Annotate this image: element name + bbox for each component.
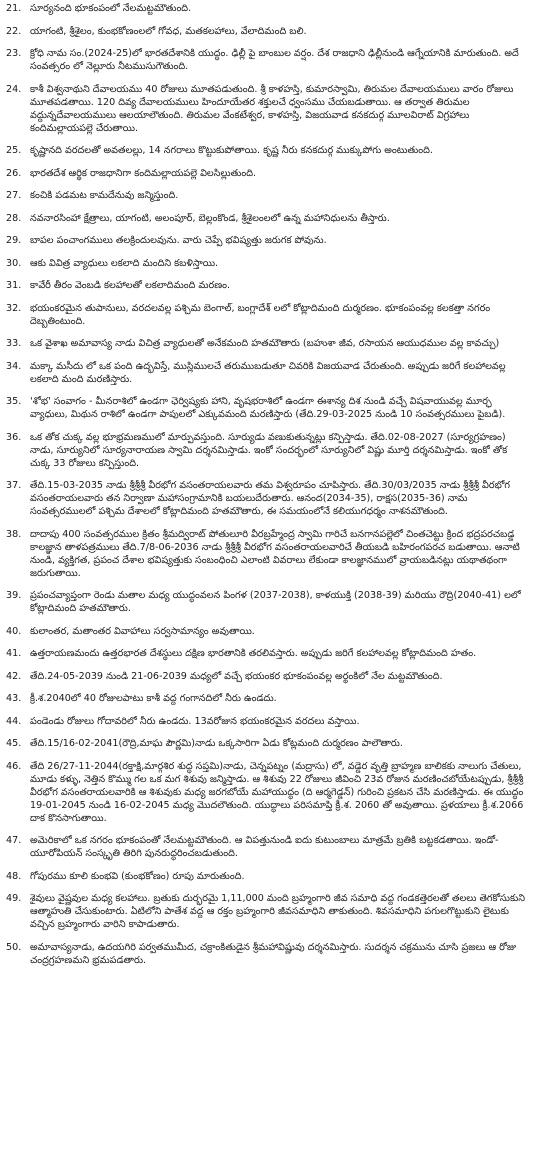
item-text: తేది.15-03-2035 నాడు శ్రీశ్రీశ్రీ వీరభోగ వసంతరాయలవారు తమ విశ్వరూపం చూపిస్తారు. తేది.30/03/2035 నాడు శ్రీశ్రీశ్రీ వీరభోగ వసంతరాయలవారు తన నిర్వాణా మహాసంగ్రామానికి బయలుదేరుతారు. ఆనంద(2034-35), రాక్షస(2035-36) నామ సంవత్సరములలో పశ్చిమ దేశాలలో కోట్లాదిమంది హతమౌతారు, ఈ సమయంలోనే కలియుగధర్మం నాశనమౌతుంది. <box>30 480 510 517</box>
list-item <box>6 692 527 705</box>
list-item <box>6 234 527 247</box>
item-text: కృష్ణానది వరదలతో అవతలల్లు, 14 నగరాలు కొట్టుకుపోతాయి. కృష్ణ నీరు కనకదుర్గ ముక్కుపోగు అంటుతుంది. <box>30 145 433 156</box>
list-item <box>6 647 527 660</box>
item-number: 47. <box>6 835 22 846</box>
list-item <box>6 479 527 518</box>
item-text: అమావాస్యనాడు, ఉదయగిరి పర్వతముమీద, చక్రాంకితుడైన శ్రీమహావిష్ణువు దర్శనమిస్తారు. సుదర్శన చక్రమును చూసి ప్రజలు ఆ రోజు చంద్రగ్రహణమని భ్రమపడతారు. <box>30 941 517 966</box>
item-text: దాదాపు 400 సంవత్సరముల క్రితం శ్రీమద్విరాట్ పోతులూరి వీరబ్రహ్మేంద్ర స్వామి గారిచే బనగానపల్లెలో చింతచెట్టు క్రింద భద్రపరచబడ్డ కాలజ్ఞాన తాళపత్రములు తేది.7/8-06-2036 నాడు శ్రీశ్రీశ్రీ వీరభోగ వసంతరాయలవారిచే తీయబడి బహిరంగపరచ బడుతాయి. ఆనాటి నుండి, వ్యక్తిగత, ప్రపంచ దేశాల భవిష్యత్తుకు సంబంధించి ఎలాంటి వివరాలు లేకుండా కాలజ్ఞానములో వ్రాయబడినట్లు యథాతథంగా జరుగుతాయి. <box>30 528 520 579</box>
list-item <box>6 279 527 292</box>
item-number: 45. <box>6 738 22 749</box>
item-number: 39. <box>6 590 22 601</box>
item-number: 40. <box>6 625 22 637</box>
item-text: కాశీ విశ్వనాథుని దేవాలయము 40 రోజులు మూతపడుతుంది. శ్రీ కాళహస్తి, కుమారస్వామి, తిరుమల దేవాలయములు వారం రోజులు మూతపడతాయి. 120 దివ్య దేవాలయములు హిందూయేతర శక్తులచే ధ్వంసము చేయబడుతాయి. ఆ తర్వాత తిరుమల వద్దున్నదేవాలయములు ఆలయాలౌతుంది. తిరుమల వేంకటేశ్వర, కాళహస్తి, విజయవాడ కనకదుర్గ మూలవిరాట్ విగ్రహాలు కందిమల్లాయపల్లె చేరుతాయి. <box>30 83 514 134</box>
item-number: 30. <box>6 257 22 269</box>
item-number: 50. <box>6 941 22 953</box>
item-number: 38. <box>6 528 22 540</box>
item-number: 24. <box>6 83 22 95</box>
item-number: 37. <box>6 480 22 491</box>
item-number: 25. <box>6 145 22 156</box>
item-text: అమెరికాలో ఒక నగరం భూకంపంతో నేలమట్టమౌతుంది. ఆ విపత్తునుండి ఐదు కుటుంబాలు మాత్రమే బ్రతికి బట్టకడతాయి. ఇండో-యూరోపియన్ సంస్కృతి తిరిగి పునరుద్ధరించబడుతుంది. <box>30 835 499 859</box>
item-text: నవనారసింహా క్షేత్రాలు, యాగంటి, అలంపూర్, బెల్లంకొండ, శ్రీశైలంలలో ఉన్న మహానిధులను తీస్తారు. <box>30 212 390 224</box>
list-item <box>6 737 527 750</box>
item-text: క్రీ.శ.2040లో 40 రోజులపాటు కాశీ వద్ద గంగానదిలో నీరు ఉండదు. <box>30 693 277 704</box>
list-item <box>6 25 527 38</box>
item-number: 27. <box>6 190 22 201</box>
list-item <box>6 395 527 421</box>
item-text: శైవులు వైష్ణవుల మధ్య కలహాలు. బ్రతుకు దుర్భరమై 1,11,000 మంది బ్రహ్మంగారి జీవ సమాధి వద్ద గండకత్తెరలతో తలలు తెగకోసుకుని ఆత్మాహుతి చేసుకుంటారు. ఏటిలోని పాతేశ వద్ద ఆ రక్తం బ్రహ్మంగారి జీవసమాధిని తాకుతుంది. శివసమాధిని పగులగొట్టుకుని లైటుకు వచ్చిన బ్రహ్మంగారు వారిని కాపాడుతారు. <box>30 893 526 930</box>
item-number: 46. <box>6 760 22 772</box>
item-text: కులాంతర, మతాంతర వివాహాలు సర్వసామాన్యం అవుతాయి. <box>30 625 255 637</box>
list-item <box>6 257 527 270</box>
list-item <box>6 941 527 967</box>
list-item <box>6 337 527 350</box>
item-number: 33. <box>6 338 22 349</box>
item-number: 49. <box>6 893 22 904</box>
list-item <box>6 892 527 931</box>
list-item <box>6 760 527 825</box>
item-number: 31. <box>6 280 22 291</box>
list-item <box>6 670 527 683</box>
list-item <box>6 83 527 135</box>
item-number: 41. <box>6 648 22 659</box>
list-item <box>6 589 527 615</box>
item-number: 36. <box>6 431 22 443</box>
item-number: 34. <box>6 360 22 372</box>
list-item <box>6 625 527 638</box>
list-item <box>6 212 527 225</box>
item-text: ఆకు వివిత్ర వ్యాధులు లకలాది మందిని కబళిస్తాయి. <box>30 257 219 269</box>
item-text: తేది.15/16-02-2041(రౌద్రి,మాఘ పౌర్ణమి)నాడు ఒక్కసారిగా ఏడు కోట్లమంది దుర్మరణం పాలౌతారు. <box>30 738 403 749</box>
list-item <box>6 167 527 180</box>
item-text: యాగంటి, శ్రీశైలం, కుంభకోణంలలో గోవధ, మతకలహాలు, వేలాదిమంది బలి. <box>30 25 307 37</box>
list-item <box>6 189 527 202</box>
item-text: భారతదేశ ఆర్థిక రాజధానిగా కందిమల్లాయపల్లె విలసిల్లుతుంది. <box>30 167 257 179</box>
item-text: కంచికి పడమట కామదేనువు జన్మిస్తుంది. <box>30 190 179 201</box>
list-item <box>6 870 527 883</box>
item-number: 32. <box>6 302 22 314</box>
item-number: 42. <box>6 670 22 682</box>
item-text: తేది.24-05-2039 నుండి 21-06-2039 మధ్యలో వచ్చే భయంకర భూకంపంవల్ల అర్థంకిలో నేల మట్టమౌతుంది. <box>30 670 443 682</box>
item-number: 26. <box>6 167 22 179</box>
item-number: 43. <box>6 693 22 704</box>
item-number: 48. <box>6 870 22 882</box>
item-text: తేది 26/27-11-2044(రక్తాక్షి,మార్గశిర శుద్ధ సప్తమి)నాడు, చెన్నపట్నం (మద్రాసు) లో, వడ్డెర వృత్తి బ్రాహ్మణ బాలికకు నాలుగు చేతులు, మూడు కళ్ళు, నెత్తిన కొమ్ము గల ఒక మగ శిశువు జన్మిస్తాడు. ఆ శిశువు 22 రోజులు జీవించి 23వ రోజున మరణించబోయేటప్పుడు, శ్రీశ్రీశ్రీ వీరభోగ వసంతరాయలవారికి ఆ శిశువుకు మధ్య జరగబోయే మహాయుద్ధం (ది ఆర్మగెడ్డన్) గురించి ప్రకటన చేసి మరణిస్తాడు. ఈ యుద్ధం 19-01-2045 నుండి 16-02-2045 మధ్య మొదలౌతుంది. యుద్ధాలు పరిసమాప్తి క్రీ.శ. 2060 తో అవుతాయి. ప్రళయాలు క్రీ.శ.2066 దాక కొనసాగుతాయి. <box>30 760 524 824</box>
item-text: క్రోధి నామ సం.(2024-25)లో భారతదేశానికి యుద్ధం. ఢిల్లీ పై బాంబుల వర్షం. దేశ రాజధాని ఢిల్లీనుండి ఆగ్నేయానికి మారుతుంది. అదే సంవత్సరం లో నెల్లూరు నీటముసుగౌతుంది. <box>30 48 519 72</box>
list-item <box>6 431 527 470</box>
item-number: 21. <box>6 3 22 14</box>
item-text: మక్కా మసీదు లో ఒక పంది ఉద్భవిస్తే, ముస్లిములచే తరుముబడుతూ చివరికి విజయవాడ చేరుతుంది. అప్పుడు జరిగే కలహాలవల్ల లకలాది మంది మరణిస్తారు. <box>30 360 506 385</box>
item-text: ప్రపంచవ్యాప్తంగా రెండు మతాల మధ్య యుద్ధంవలన పింగళ (2037-2038), కాళయుక్తి (2038-39) మరియు రౌద్రి(2040-41) లలో కోట్లాదిమంది హతమౌతారు. <box>30 590 521 614</box>
list-item <box>6 360 527 386</box>
list-item <box>6 302 527 328</box>
list-item <box>6 528 527 580</box>
item-text: బాపల పంచాంగములు తలక్రిందులవును. వారు చెప్పే భవిష్యత్తు జరుగక పోవును. <box>30 235 327 246</box>
item-text: ఉత్తరాయణమందు ఉత్తరభారత దేశస్థులు దక్షిణ భారతానికి తరలివస్తారు. అప్పుడు జరిగే కలహాలవల్ల కోట్లాదిమంది హతం. <box>30 648 477 659</box>
item-text: కావేరీ తీరం వెంబడి కలహాలతో లకలాదిమంది మరణం. <box>30 280 231 291</box>
item-text: 'శోభ' సంవాగం - మీనరాశిలో ఉండగా ఛెర్విష్యకు హాని, వృషభరాశిలో ఉండగా ఈశాన్య దిశ నుండి వచ్చే విషవాయువల్ల మూర్ఛ వ్యాధులు, మిథున రాశిలో ఉండగా పాపులలో ఎక్కువమంది మరణిస్తారు (తేది.29-03-2025 నుండి 10 సంవత్సరములు పైబడి). <box>30 396 506 420</box>
list-item <box>6 47 527 73</box>
item-number: 29. <box>6 235 22 246</box>
list-item <box>6 2 527 15</box>
item-number: 44. <box>6 715 22 727</box>
list-item <box>6 715 527 728</box>
item-number: 35. <box>6 396 22 407</box>
item-text: పండెండు రోజులు గోదావరిలో నీరు ఉండదు. 13వరోజున భయంకరమైన వరదలు వస్తాయి. <box>30 715 360 727</box>
item-text: సూర్యనంది భూకంపంలో నేలమట్టమౌతుంది. <box>30 3 192 14</box>
list-item <box>6 834 527 860</box>
item-text: భయంకరమైన తుపానులు, వరదలవల్ల పశ్చిమ బెంగాల్, బంగ్లాదేశ్ లలో కోట్లాదిమంది దుర్మరణం. భూకంపంవల్ల కలకత్తా నగరం దెబ్బతింటుంది. <box>30 302 491 327</box>
item-text: ఒక తోక చుక్క వల్ల భూభ్రమణములో మార్పువస్తుంది. సూర్యుడు వణుకుతున్నట్లు కన్పిస్తాడు. తేది.02-08-2027 (సూర్యగ్రహణం) నాడు, సూర్యునిలో సూర్యనారాయణ స్వామి దర్శనమిస్తాడు. ఇంకో సందర్భంలో సూర్యునిలో విష్ణు మూర్తి దర్శనమిస్తాడు. ఇంకో తోక చుక్క 33 రోజులు కన్పిస్తుంది. <box>30 431 508 469</box>
item-number: 23. <box>6 48 22 59</box>
item-number: 22. <box>6 25 22 37</box>
list-item <box>6 144 527 157</box>
item-text: ఒక వైశాఖ అమావాస్య నాడు విచిత్ర వ్యాధులతో అనేకమంది హతమౌతారు (బహుశా జీవ, రసాయన ఆయుధముల వల్ల కావచ్చు) <box>30 338 500 349</box>
item-number: 28. <box>6 212 22 224</box>
item-text: గోపురము కూలి కుంభవి (కుంభకోణం) రూపు మారుతుంది. <box>30 870 245 882</box>
